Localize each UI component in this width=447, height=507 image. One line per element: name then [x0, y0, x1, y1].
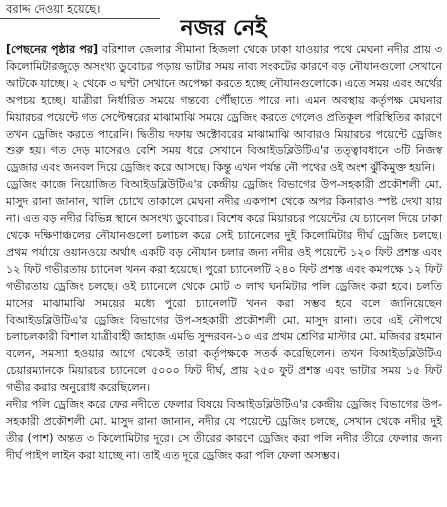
article-body [6, 42, 442, 465]
article-headline: নজর নেই [180, 15, 267, 41]
paragraph-1-text: বরিশাল জেলার সীমানা হিজলা থেকে ঢাকা যাওয়ার পথে মেঘনা নদীর প্রায় ৩ কিলোমিটারজুড়ে অসংখ্য ডুবোচর পড়ায় ভাটার সময় নাব্য সংকটের কারণে বড় নৌযানগুলো সেখানে আটকে যাচ্ছে। ২ থেকে ৩ ঘণ্টা সেখানে অপেক্ষা করতে হচ্ছে নৌযানগুলোকে। এতে সময় এবং অর্থের অপচয় হচ্ছে। যাত্রীরা নির্ধারিত সময়ে গন্তব্যে পৌঁছাতে পারে না। এমন অবস্থায় কর্তৃপক্ষ মেঘনার মিয়ারচর পয়েন্টে গত সেপ্টেম্বরের মাঝামাঝি সময়ে ড্রেজিং করতে গেলেও প্রতিকূল পরিস্থিতির কারণে তখন ড্রেজিং করতে পারেনি। দ্বিতীয় দফায় অক্টোবরের মাঝামাঝি আবারও মিয়ারচর পয়েন্টে ড্রেজিং শুরু হয়। গত দেড় মাসেরও বেশি সময় ধরে সেখানে বিআইডব্লিউটিএ'র তত্ত্বাবধানে ৩টি নিজস্ব ড্রেজার এবং জনবল দিয়ে ড্রেজিং করে আসছে। কিন্তু এখন পর্যন্ত নৌ পথের ওই অংশ ঝুঁকিমুক্ত হয়নি। [6, 43, 443, 175]
paragraph-2: ড্রেজিং কাজে নিয়োজিত বিআইডব্লিউটিএ'র কেন্দ্রীয় ড্রেজিং বিভাগের উপ-সহকারী প্রকৌশলী মো. মাসুদ রানা জানান, খালি চোখে তাকালে মেঘনা নদীর একপাশ থেকে অপর কিনারাও স্পষ্ট দেখা যায় না। এত বড় নদীর বিভিন্ন স্থানে অসংখ্য ডুবোচর। বিশেষ করে মিয়ারচর পয়েন্টের যে চ্যানেল দিয়ে ঢাকা থেকে দক্ষিণাঞ্চলের নৌযানগুলো চলাচল করে সেই চ্যানেলের দুই কিলোমিটার দীর্ঘ ড্রেজিং চলছে। প্রথম পর্যায়ে ওয়ানওয়ে অর্থাৎ একটি বড় নৌযান চলার জন্য নদীর ওই পয়েন্টে ১২০ ফিট প্রশস্ত এবং ১২ ফিট গভীরতায় চ্যানেল খনন করা হয়েছে। পুরো চ্যানেলটি ২৪০ ফিট প্রশস্ত এবং কমপক্ষে ১২ ফিট গভীরতায় ড্রেজিং চলছে। ওই চ্যানেলে থেকে মোট ৩ লাখ ঘনমিটার পলি ড্রেজিং করা হবে। চলতি মাসের মাঝামাঝি সময়ের মধ্যে পুরো চ্যানেলটি খনন করা সম্ভব হবে বলে জানিয়েছেন বিআইডব্লিউটিএ'র ড্রেজিং বিভাগের উপ-সহকারী প্রকৌশলী মো. মাসুদ রানা। তবে এই নৌপথে চলাচলকারী বিশাল যাত্রীবাহী জাহাজ এমভি সুন্দরবন-১০ এর প্রথম শ্রেণির মাস্টার মো. মজিবর রহমান বলেন, সমস্যা হওয়ার আগে থেকেই তারা কর্তৃপক্ষকে সতর্ক করেছিলেন। তখন বিআইডব্লিউটিএ চেয়ারম্যানকে মিয়ারচর চ্যানেলে ৫০০০ ফিট দীর্ঘ, প্রায় ২৫০ ফুট প্রশস্ত এবং ভাটার সময় ১৫ ফিট গভীর করার অনুরোধ করেছিলেন। [6, 178, 442, 395]
paragraph-1 [6, 42, 442, 177]
continued-from-label: [পেছনের পৃষ্ঠার পর] [6, 43, 98, 56]
paragraph-3: নদীর পলি ড্রেজিং করে ফের নদীতে ফেলার বিষয়ে বিআইডব্লিউটিএ'র কেন্দ্রীয় ড্রেজিং বিভাগের উপ-সহকারী প্রকৌশলী মো. মাসুদ রানা জানান, নদীর যে পয়েন্টে ড্রেজিং চলছে, সেখান থেকে নদীর দুই তীর (পাশ) অন্তত ৩ কিলোমিটার দূরে। সে তীরের কারণে ড্রেজিং করা পলি নদীর তীরে ফেলার জন্য দীর্ঘ পাইপ লাইন করা যাচ্ছে না। তাই এত দূরে ড্রেজিং করা পলি ফেলা অসম্ভব। [6, 398, 442, 462]
previous-article-fragment: বরাদ্দ দেওয়া হয়েছে। [6, 2, 101, 16]
